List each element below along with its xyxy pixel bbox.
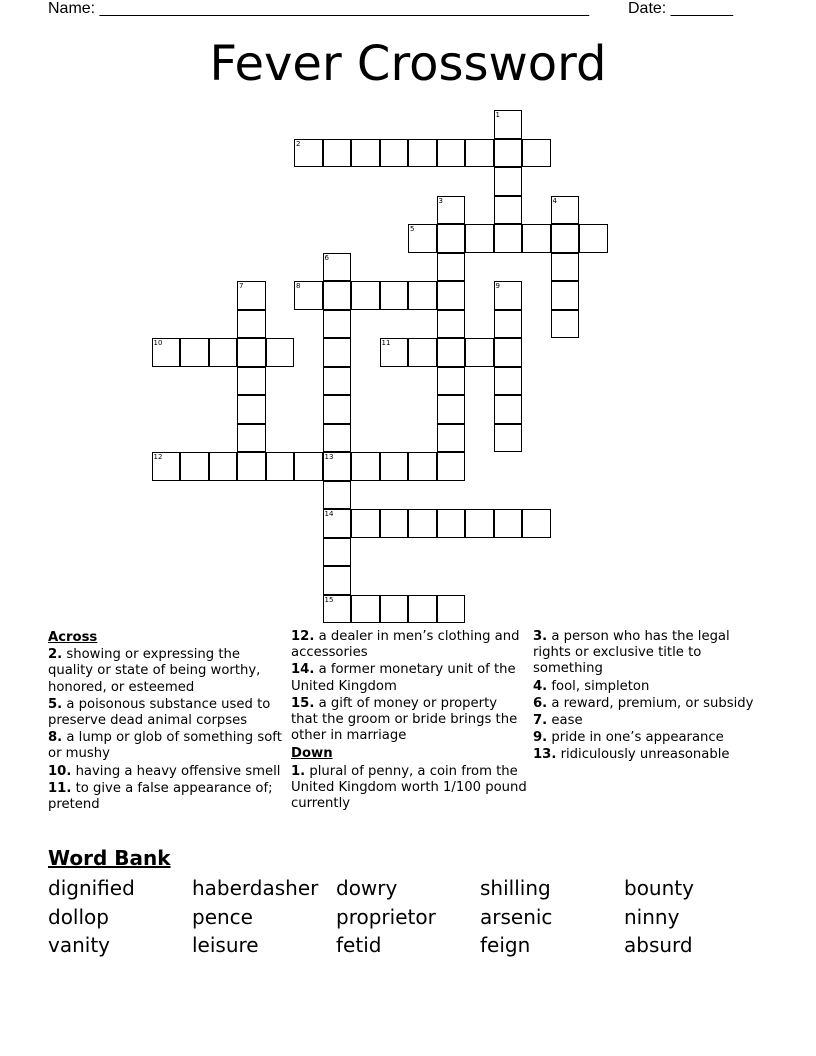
grid-cell[interactable] [579,224,608,253]
date-field[interactable]: Date: _______ [628,0,733,17]
grid-cell[interactable] [408,281,437,310]
grid-cell[interactable] [551,310,580,339]
grid-cell[interactable] [437,196,466,225]
grid-cell[interactable] [437,595,466,624]
grid-cell[interactable] [408,595,437,624]
grid-cell[interactable] [323,424,352,453]
word-bank-item: absurd [624,933,693,957]
clue-number: 4. [533,678,548,694]
clue-number: 9 [495,282,500,290]
clue-number: 1. [291,763,306,779]
clue-item [48,730,284,762]
clue-item [48,697,284,729]
clue-item [48,647,284,696]
grid-cell[interactable] [237,338,266,367]
grid-cell[interactable] [494,139,523,168]
word-bank-item: feign [480,933,531,957]
grid-cell[interactable] [437,281,466,310]
grid-cell[interactable] [152,452,181,481]
clue-text: fool, simpleton [547,678,650,694]
name-field[interactable]: Name: _______________________________________________________ [48,0,589,17]
clue-text: to give a false appearance of; pretend [48,780,273,813]
clue-item [291,696,527,745]
grid-cell[interactable] [237,310,266,339]
grid-cell[interactable] [209,338,238,367]
clue-number: 5. [48,696,63,712]
word-bank-item: fetid [336,933,382,957]
grid-cell[interactable] [437,452,466,481]
grid-cell[interactable] [323,367,352,396]
clue-item [48,764,284,780]
word-bank-item: haberdasher [192,876,319,900]
word-bank-item: bounty [624,876,694,900]
grid-cell[interactable] [323,595,352,624]
grid-cell[interactable] [237,281,266,310]
clue-number: 14. [291,662,315,678]
word-bank-item: dowry [336,876,398,900]
clue-number: 2. [48,647,63,663]
grid-cell[interactable] [294,281,323,310]
grid-cell[interactable] [237,395,266,424]
word-bank-item: shilling [480,876,551,900]
grid-cell[interactable] [522,139,551,168]
grid-cell[interactable] [294,452,323,481]
clue-number: 3. [533,629,548,644]
grid-cell[interactable] [494,395,523,424]
clue-number: 3 [438,196,443,205]
grid-cell[interactable] [180,452,209,481]
grid-cell[interactable] [465,509,494,538]
grid-cell[interactable] [380,452,409,481]
word-bank-item: pence [192,904,253,929]
clue-item [291,629,527,661]
clue-text: a gift of money or property that the groom or bride brings the other in marriage [291,695,518,744]
grid-cell[interactable] [551,196,580,225]
word-bank [48,874,768,960]
grid-cell[interactable] [323,481,352,510]
clue-number: 12 [153,453,163,461]
clue-text: ridiculously unreasonable [556,747,730,763]
clue-column-2 [291,628,527,812]
grid-cell[interactable] [551,224,580,253]
grid-cell[interactable] [323,338,352,367]
word-bank-item: arsenic [480,904,553,929]
grid-cell[interactable] [323,509,352,538]
clue-number: 1 [495,111,500,119]
clue-number: 12. [291,629,315,644]
clue-item [291,662,527,694]
clue-text: pride in one’s appearance [547,730,724,746]
grid-cell[interactable] [494,310,523,339]
clue-text: plural of penny, a coin from the United Kingdom worth 1/100 pound currently [291,763,527,812]
grid-cell[interactable] [437,310,466,339]
grid-cell[interactable] [408,452,437,481]
word-bank-item: leisure [192,933,259,957]
grid-cell[interactable] [323,395,352,424]
grid-cell[interactable] [351,595,380,624]
clue-item [48,781,284,813]
grid-cell[interactable] [180,338,209,367]
clue-column-1 [48,628,284,813]
word-bank-item: dollop [48,904,109,929]
grid-cell[interactable] [494,338,523,367]
grid-cell[interactable] [380,509,409,538]
clue-number: 6. [533,695,548,711]
grid-cell[interactable] [494,424,523,453]
grid-cell[interactable] [323,452,352,481]
grid-cell[interactable] [237,367,266,396]
clue-item [533,713,763,729]
clue-number: 15 [324,595,334,604]
across-heading: Across [48,630,98,645]
grid-cell[interactable] [494,110,523,139]
clue-item [533,679,763,695]
grid-cell[interactable] [437,139,466,168]
grid-cell[interactable] [408,509,437,538]
clue-item [533,696,763,712]
grid-cell[interactable] [351,281,380,310]
clue-text: a person who has the legal rights or exclusive title to something [533,629,730,677]
word-bank-item: proprietor [336,904,436,929]
word-bank-title: Word Bank [48,846,171,870]
grid-cell[interactable] [437,338,466,367]
clue-number: 9. [533,730,548,746]
clue-text: showing or expressing the quality or state of being worthy, honored, or esteemed [48,647,261,695]
clue-text: a poisonous substance used to preserve dead animal corpses [48,696,271,729]
grid-cell[interactable] [152,338,181,367]
page-title: Fever Crossword [209,36,607,92]
grid-cell[interactable] [323,253,352,282]
grid-cell[interactable] [408,139,437,168]
grid-cell[interactable] [494,224,523,253]
grid-cell[interactable] [380,139,409,168]
clue-item [533,730,763,746]
clue-number: 10 [153,339,163,347]
clue-number: 4 [552,196,557,205]
clue-column-3 [533,628,763,764]
down-heading: Down [291,746,333,762]
grid-cell[interactable] [522,509,551,538]
clue-number: 11 [381,339,391,347]
grid-cell[interactable] [323,139,352,168]
grid-cell[interactable] [323,310,352,339]
grid-cell[interactable] [323,281,352,310]
grid-cell[interactable] [437,367,466,396]
clue-number: 6 [324,253,329,262]
word-bank-item: vanity [48,933,111,957]
grid-cell[interactable] [494,367,523,396]
clue-number: 14 [324,510,334,518]
grid-cell[interactable] [323,538,352,567]
grid-cell[interactable] [351,139,380,168]
grid-cell[interactable] [323,566,352,595]
grid-cell[interactable] [351,452,380,481]
clues-section [0,628,816,838]
grid-cell[interactable] [294,139,323,168]
clue-text: a lump or glob of something soft or mushy [48,730,282,762]
grid-cell[interactable] [266,338,295,367]
clue-text: a dealer in men’s clothing and accessories [291,629,520,661]
grid-cell[interactable] [437,509,466,538]
grid-cell[interactable] [551,253,580,282]
grid-cell[interactable] [551,281,580,310]
grid-cell[interactable] [522,224,551,253]
grid-cell[interactable] [465,224,494,253]
grid-cell[interactable] [437,424,466,453]
grid-cell[interactable] [266,452,295,481]
grid-cell[interactable] [380,338,409,367]
clue-number: 7. [533,713,548,729]
clue-number: 10. [48,763,72,779]
grid-cell[interactable] [237,452,266,481]
clue-item [291,764,527,813]
clue-number: 8 [296,282,301,290]
grid-cell[interactable] [209,452,238,481]
grid-cell[interactable] [465,338,494,367]
word-bank-item: dignified [48,876,135,900]
grid-cell[interactable] [494,509,523,538]
clue-number: 5 [410,225,415,233]
clue-text: ease [547,713,583,729]
clue-item [533,747,763,763]
clue-number: 11. [48,780,72,796]
grid-cell[interactable] [351,509,380,538]
grid-cell[interactable] [494,167,523,196]
grid-cell[interactable] [380,281,409,310]
grid-cell[interactable] [494,196,523,225]
grid-cell[interactable] [437,253,466,282]
grid-cell[interactable] [494,281,523,310]
clue-number: 7 [239,282,244,290]
clue-item [533,629,763,678]
clue-number: 13. [533,747,557,763]
clue-number: 13 [324,453,334,461]
grid-cell[interactable] [408,224,437,253]
grid-cell[interactable] [380,595,409,624]
clue-text: a former monetary unit of the United Kingdom [291,662,516,694]
clue-text: a reward, premium, or subsidy [547,695,754,711]
clue-number: 2 [296,139,301,148]
clue-text: having a heavy offensive smell [71,763,281,779]
word-bank-item: ninny [624,904,680,929]
grid-cell[interactable] [437,395,466,424]
grid-cell[interactable] [237,424,266,453]
grid-cell[interactable] [408,338,437,367]
grid-cell[interactable] [465,139,494,168]
clue-number: 8. [48,730,63,746]
grid-cell[interactable] [437,224,466,253]
clue-number: 15. [291,695,315,711]
